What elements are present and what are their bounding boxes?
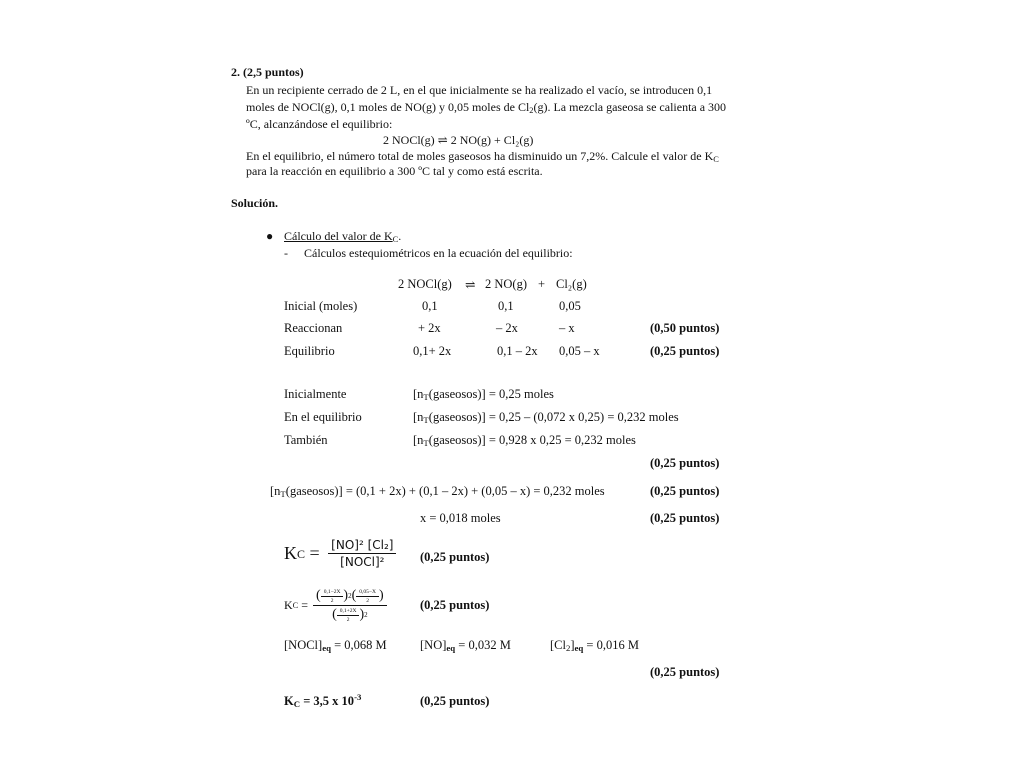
conc-points: (0,25 puntos): [650, 665, 720, 679]
x-points: (0,25 puntos): [650, 511, 720, 525]
problem-equation: 2 NOCl(g) ⇌ 2 NO(g) + Cl₂(g): [383, 133, 534, 147]
conc-nocl: $[NOCl]_{eq} = 0,068$ M: [284, 638, 387, 653]
kc-numerator: [NO]² [Cl₂]: [328, 538, 396, 554]
problem-line-5: para la reacción en equilibrio a 300 ºC tal y como está escrita.: [246, 164, 543, 178]
problem-line-2: moles de NOCl(g), 0,1 moles de NO(g) y 0,05 moles de $Cl_2(g)$. La mezcla gaseosa se calienta a 300: [246, 100, 727, 115]
table-header-arrow: ⇌: [465, 278, 476, 292]
moles-expr-equilibrio: $[n_T(gaseosos)] = 0,25 - (0,072$ x 0,25) = 0,232 moles: [413, 410, 679, 425]
final-result: $K_C = 3,5$ x $10^{-3}$: [284, 692, 362, 709]
row-inicial-no: 0,1: [498, 299, 514, 313]
row-equilibrio-no: 0,1 – 2x: [497, 344, 538, 358]
problem-heading: 2. (2,5 puntos): [231, 65, 304, 79]
table-header-plus: +: [538, 277, 546, 291]
bullet-icon: ●: [266, 229, 274, 243]
kc-denominator: [NOCl]²: [340, 555, 385, 569]
row-reaccionan-points: (0,50 puntos): [650, 321, 720, 335]
row-inicial-nocl: 0,1: [422, 299, 438, 313]
solution-title: Solución.: [231, 196, 279, 210]
conc-cl2: $[Cl_2]_{eq} = 0,016$ M: [550, 638, 639, 653]
dash-text: Cálculos estequiométricos en la ecuación del equilibrio:: [304, 246, 573, 260]
row-equilibrio-nocl: 0,1+ 2x: [413, 344, 452, 358]
row-reaccionan-nocl: + 2x: [418, 321, 441, 335]
kc-substitution: K C = ( $\frac{0,1-2X}{2}$ ) 2 ( $\frac{0,05-X}{2}$ ) ( $\frac{0,1+2X}{2}$ ) 2: [284, 588, 387, 623]
x-value: x = 0,018 moles: [420, 511, 501, 525]
row-equilibrio-points: (0,25 puntos): [650, 344, 720, 358]
dash-marker: -: [284, 246, 288, 260]
kc-formula-points: (0,25 puntos): [420, 550, 490, 564]
moles-label-tambien: También: [284, 433, 328, 447]
bullet-text: Cálculo del valor de $K_C$.: [284, 229, 402, 244]
row-reaccionan-cl2: – x: [559, 321, 575, 335]
sum-points: (0,25 puntos): [650, 484, 720, 498]
row-label-equilibrio: Equilibrio: [284, 344, 335, 358]
problem-line-1: En un recipiente cerrado de 2 L, en el que inicialmente se ha realizado el vacío, se introducen 0,1: [246, 83, 713, 97]
table-header-cl2: Cl₂(g): [556, 277, 587, 291]
sum-equation: $[n_T(gaseosos)] = (0,1 + 2x) + (0,1 - 2x) + (0,05 - x) = 0,232$ moles: [270, 484, 605, 499]
row-reaccionan-no: – 2x: [496, 321, 518, 335]
moles-label-inicialmente: Inicialmente: [284, 387, 347, 401]
kc-formula: K C = $\frac{\text{[NO]² [Cl₂]}}{\text{[NOCl]²}}$: [284, 538, 396, 569]
moles-expr-tambien: $[n_T(gaseosos)] = 0,928$ x 0,25 = 0,232 moles: [413, 433, 636, 448]
problem-line-3: ºC, alcanzándose el equilibrio:: [246, 117, 393, 131]
row-equilibrio-cl2: 0,05 – x: [559, 344, 600, 358]
moles-points: (0,25 puntos): [650, 456, 720, 470]
row-inicial-cl2: 0,05: [559, 299, 581, 313]
table-header-nocl: 2 NOCl(g): [398, 277, 452, 291]
moles-label-equilibrio: En el equilibrio: [284, 410, 362, 424]
conc-no: $[NO]_{eq} = 0,032$ M: [420, 638, 511, 653]
problem-line-4: En el equilibrio, el número total de moles gaseosos ha disminuido un 7,2%. Calcule el valor de $K_C$: [246, 149, 719, 164]
final-points: (0,25 puntos): [420, 694, 490, 708]
moles-expr-inicialmente: $[n_T(gaseosos)] = 0,25$ moles: [413, 387, 554, 402]
row-label-inicial: Inicial (moles): [284, 299, 358, 313]
kc-substitution-points: (0,25 puntos): [420, 598, 490, 612]
table-header-no: 2 NO(g): [485, 277, 528, 291]
row-label-reaccionan: Reaccionan: [284, 321, 343, 335]
